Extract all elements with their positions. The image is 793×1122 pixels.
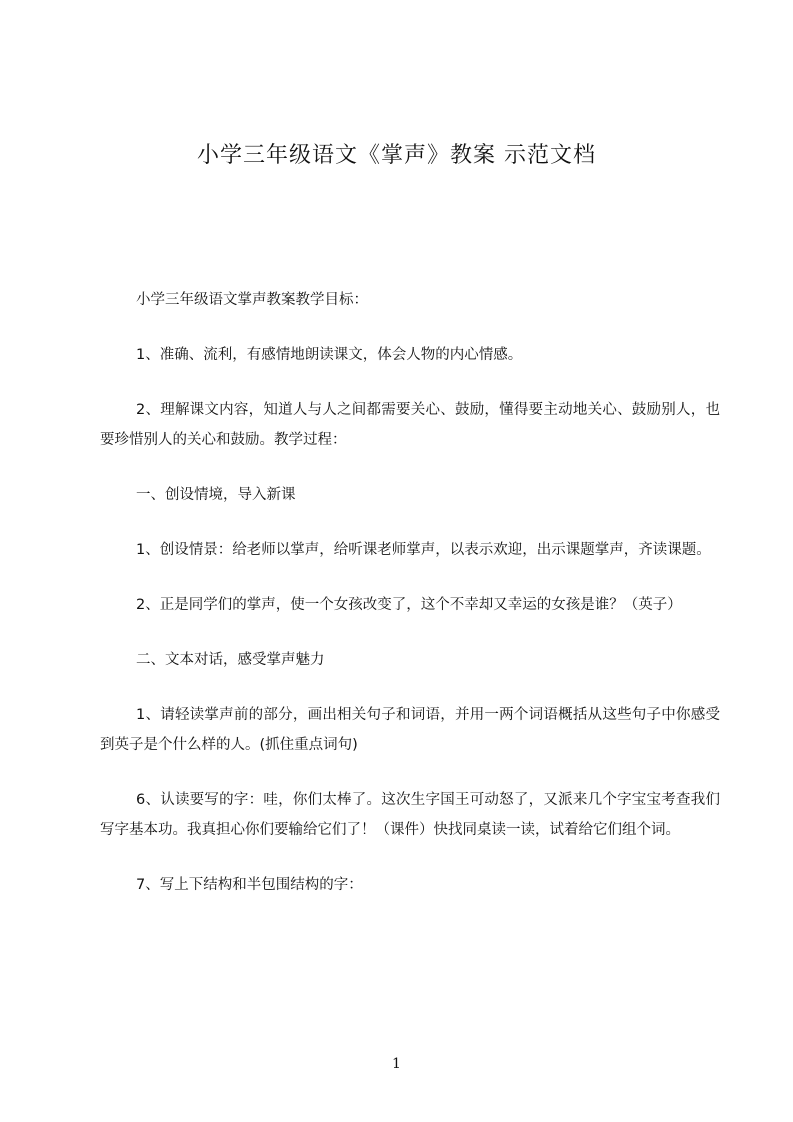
paragraph-section-2-step-1: 1、请轻读掌声前的部分，画出相关句子和词语，并用一两个词语概括从这些句子中你感受到英子是个什么样的人。(抓住重点词句) [100, 707, 720, 753]
paragraph-goal-1: 1、准确、流利，有感情地朗读课文，体会人物的内心情感。 [136, 347, 523, 363]
document-title: 小学三年级语文《掌声》教案 示范文档 [197, 143, 596, 168]
paragraph-section-1-heading: 一、创设情境，导入新课 [136, 487, 296, 503]
paragraph-section-2-heading: 二、文本对话，感受掌声魅力 [136, 652, 325, 668]
paragraph-step-7: 7、写上下结构和半包围结构的字： [136, 877, 363, 893]
paragraph-section-1-step-1: 1、创设情景：给老师以掌声，给听课老师掌声，以表示欢迎，出示课题掌声，齐读课题。 [136, 542, 711, 558]
page-number: 1 [392, 1056, 401, 1072]
document-body [100, 285, 720, 925]
paragraph-step-6: 6、认读要写的字：哇，你们太棒了。这次生字国王可动怒了，又派来几个字宝宝考查我们写字基本功。我真担心你们要输给它们了！（课件）快找同桌读一读，试着给它们组个词。 [100, 792, 720, 838]
paragraph-goal-2: 2、理解课文内容，知道人与人之间都需要关心、鼓励，懂得要主动地关心、鼓励别人，也要珍惜别人的关心和鼓励。教学过程： [100, 402, 720, 448]
paragraph-teaching-goals: 小学三年级语文掌声教案教学目标： [136, 292, 368, 308]
paragraph-section-1-step-2: 2、正是同学们的掌声，使一个女孩改变了，这个不幸却又幸运的女孩是谁？（英子） [136, 597, 682, 613]
